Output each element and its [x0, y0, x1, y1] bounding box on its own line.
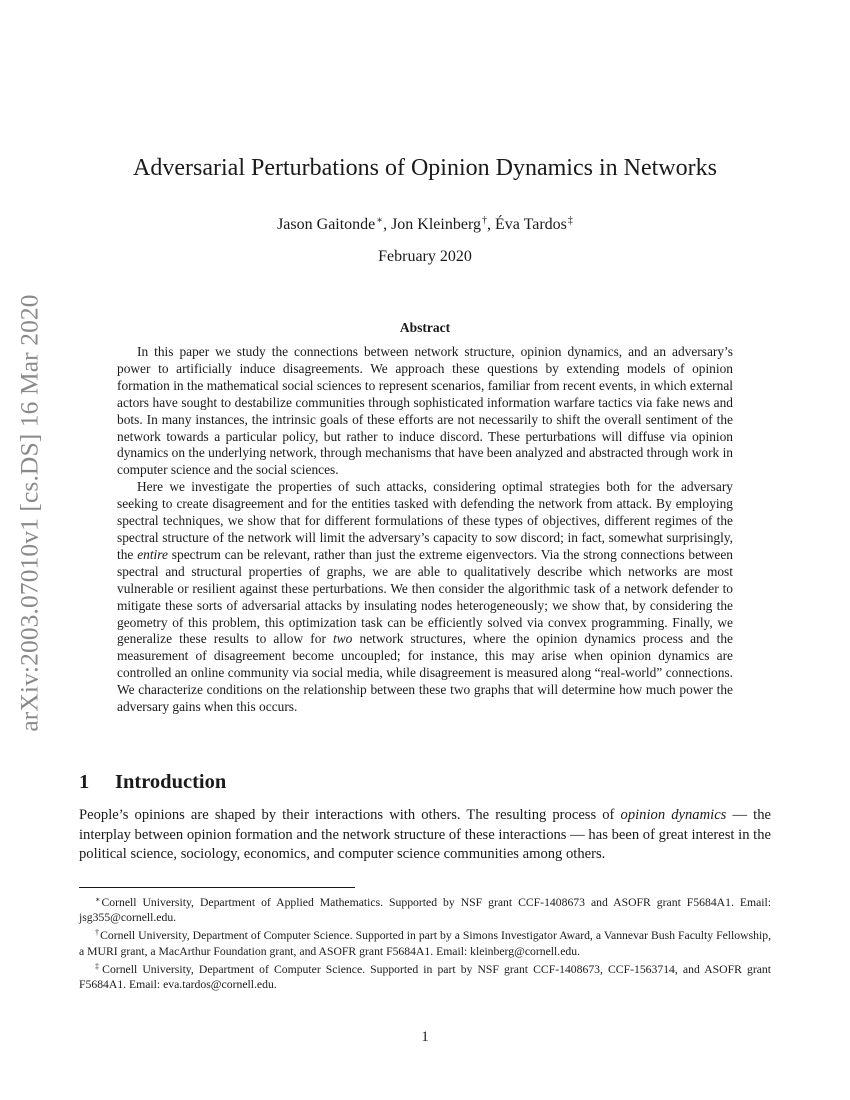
- introduction-paragraph: [79, 806, 771, 865]
- footnote-text: Cornell University, Department of Computer Science. Supported in part by a Simons Investigator Award, a Vannevar Bush Faculty Fellowship, a MURI grant, a MacArthur Foundation grant, and ASOFR grant F5684A1. Email: kleinberg@cornell.edu.: [79, 929, 771, 958]
- footnote-mark: ‡: [95, 961, 102, 971]
- author-footnote-mark: ‡: [567, 215, 573, 226]
- footnote-mark: ∗: [95, 895, 101, 904]
- abstract-emphasis: entire: [137, 546, 168, 562]
- arxiv-sidebar-stamp: [10, 265, 50, 760]
- abstract-heading: Abstract: [399, 320, 451, 335]
- author-name: Jason Gaitonde: [277, 216, 376, 233]
- abstract-text: spectrum can be relevant, rather than just the extreme eigenvectors. Via the strong connections between spectral and structural properties of graphs, we are able to qualitatively describe which networks are most vulnerable or resilient against these perturbations. We then consider the algorithmic task of a network defender to mitigate these sorts of adversarial attacks by insulating nodes heterogeneously; we show that, by considering the geometry of this problem, this optimization task can be efficiently solved via convex programming. Finally, we generalize these results to allow for: [117, 546, 734, 647]
- footnote-text: Cornell University, Department of Applied Mathematics. Supported by NSF grant CCF-1408673 and ASOFR grant F5684A1. Email: jsg355@cornell.edu.: [79, 896, 771, 925]
- author-separator: ,: [487, 216, 495, 233]
- abstract-text: Here we investigate the properties of such attacks, considering optimal strategies both for the adversary seeking to create disagreement and for the entities tasked with defending the network from attack. By employing spectral techniques, we show that for different formulations of these types of objectives, different regimes of the spectral structure of the network will limit the adversary’s capacity to sow discord; in fact, somewhat surprisingly, the: [117, 479, 733, 562]
- abstract-paragraph: [117, 479, 733, 716]
- abstract-paragraph: [117, 344, 733, 479]
- author-footnote-mark: ∗: [376, 215, 384, 226]
- author-name: Éva Tardos: [495, 216, 567, 233]
- footnote-rule: [79, 887, 355, 888]
- intro-emphasis: opinion dynamics: [620, 807, 727, 823]
- author-footnote-mark: †: [482, 215, 487, 226]
- footnote: [79, 959, 771, 992]
- intro-text: — the interplay between opinion formation and the network structure of these interactions — has been of great interest in the political science, sociology, economics, and computer science communities among others.: [79, 807, 771, 863]
- footnote-text: Cornell University, Department of Computer Science. Supported in part by NSF grant CCF-1408673, CCF-1563714, and ASOFR grant F5684A1. Email: eva.tardos@cornell.edu.: [79, 962, 772, 992]
- abstract-text: network structures, where the opinion dynamics process and the measurement of disagreement become uncoupled; for instance, this may arise when opinion dynamics are controlled an online community via social media, while disagreement is measured along “real-world” connections. We characterize conditions on the relationship between these two graphs that will determine how much power the adversary gains when this occurs.: [117, 631, 733, 715]
- footnotes: [79, 892, 771, 992]
- footnote: [79, 892, 771, 925]
- section-heading-introduction: [79, 769, 226, 795]
- arxiv-identifier: arXiv:2003.07010v1 [cs.DS] 16 Mar 2020: [15, 293, 44, 732]
- abstract-emphasis: two: [333, 631, 353, 647]
- section-title: Introduction: [115, 771, 227, 793]
- author-list: [0, 210, 850, 236]
- page-number: 1: [421, 1029, 429, 1045]
- author-name: Jon Kleinberg: [391, 216, 481, 233]
- footnote-mark: †: [95, 928, 100, 938]
- section-number: 1: [79, 771, 90, 793]
- author-separator: ,: [383, 216, 392, 233]
- intro-text: People’s opinions are shaped by their interactions with others. The resulting process of: [79, 807, 621, 823]
- abstract-body: [117, 344, 733, 716]
- abstract-text: In this paper we study the connections between network structure, opinion dynamics, and an adversary’s power to artificially induce disagreements. We approach these questions by extending models of opinion formation in the mathematical social sciences to represent scenarios, familiar from recent events, in which external actors have sought to destabilize communities through sophisticated information warfare tactics via fake news and bots. In many instances, the intrinsic goals of these efforts are not necessarily to shift the overall sentiment of the network towards a particular policy, but rather to induce discord. These perturbations will diffuse via opinion dynamics on the underlying network, through mechanisms that have been analyzed and abstracted through work in computer science and the social sciences.: [117, 344, 733, 478]
- footnote: [79, 925, 771, 958]
- paper-date: February 2020: [378, 248, 472, 265]
- paper-title: Adversarial Perturbations of Opinion Dynamics in Networks: [133, 155, 717, 181]
